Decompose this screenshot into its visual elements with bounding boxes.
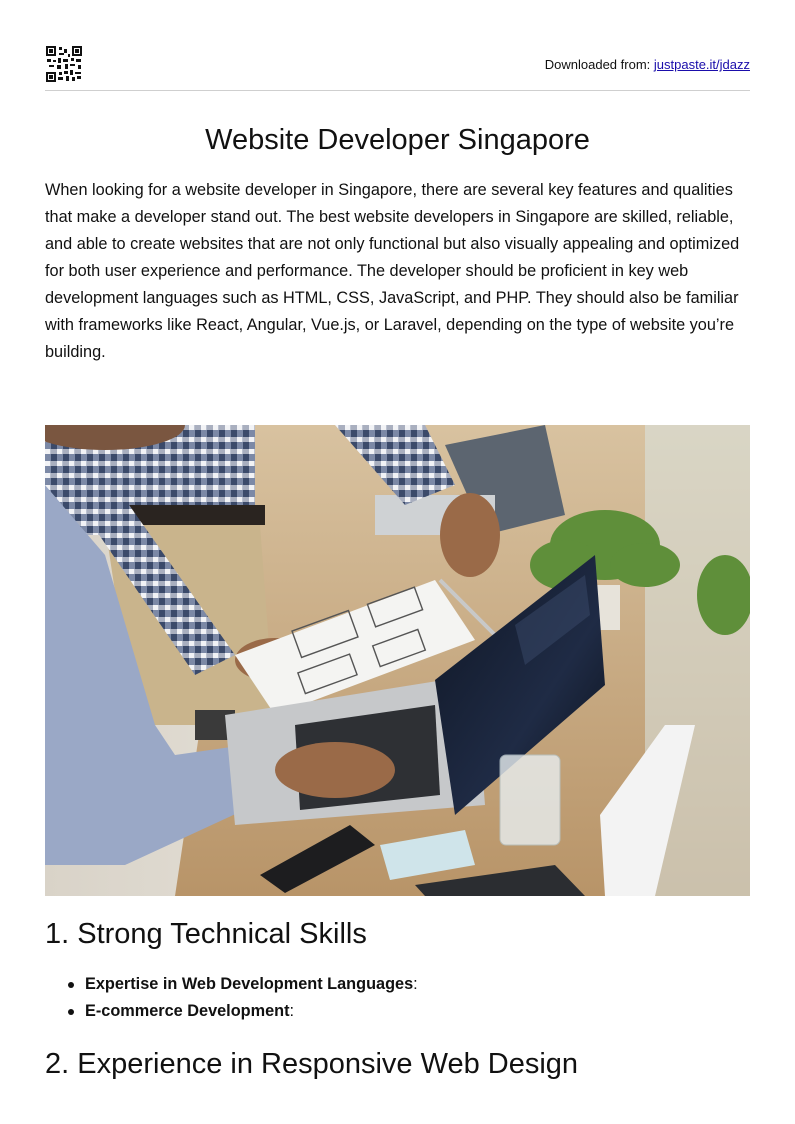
list-item-label: Expertise in Web Development Languages xyxy=(85,975,414,993)
source-attribution xyxy=(545,57,750,72)
source-prefix: Downloaded from: xyxy=(544,57,654,72)
technical-skills-list xyxy=(45,971,418,1025)
list-item xyxy=(45,971,418,998)
source-link[interactable]: justpaste.it/jdazz xyxy=(653,57,750,72)
list-item-suffix: : xyxy=(413,975,418,993)
list-item-suffix: : xyxy=(289,1002,295,1020)
list-item xyxy=(45,998,418,1025)
section-heading-responsive-design: 2. Experience in Responsive Web Design xyxy=(45,1048,579,1080)
header-divider xyxy=(45,90,750,91)
page-title: Website Developer Singapore xyxy=(205,124,590,156)
qr-code-icon xyxy=(46,46,82,82)
section-heading-technical-skills: 1. Strong Technical Skills xyxy=(45,918,367,950)
hero-photo xyxy=(45,425,750,896)
intro-paragraph: When looking for a website developer in Singapore, there are several key features and qualities that make a developer stand out. The best website developers in Singapore are skilled, reliable, and able to create websites that are not only functional but also visually appealing and optimized for both user experience and performance. The developer should be proficient in key web development languages such as HTML, CSS, JavaScript, and PHP. They should also be familiar with frameworks like React, Angular, Vue.js, or Laravel, depending on the type of website you’re building. xyxy=(45,181,740,361)
list-item-label: E-commerce Development xyxy=(85,1002,290,1020)
